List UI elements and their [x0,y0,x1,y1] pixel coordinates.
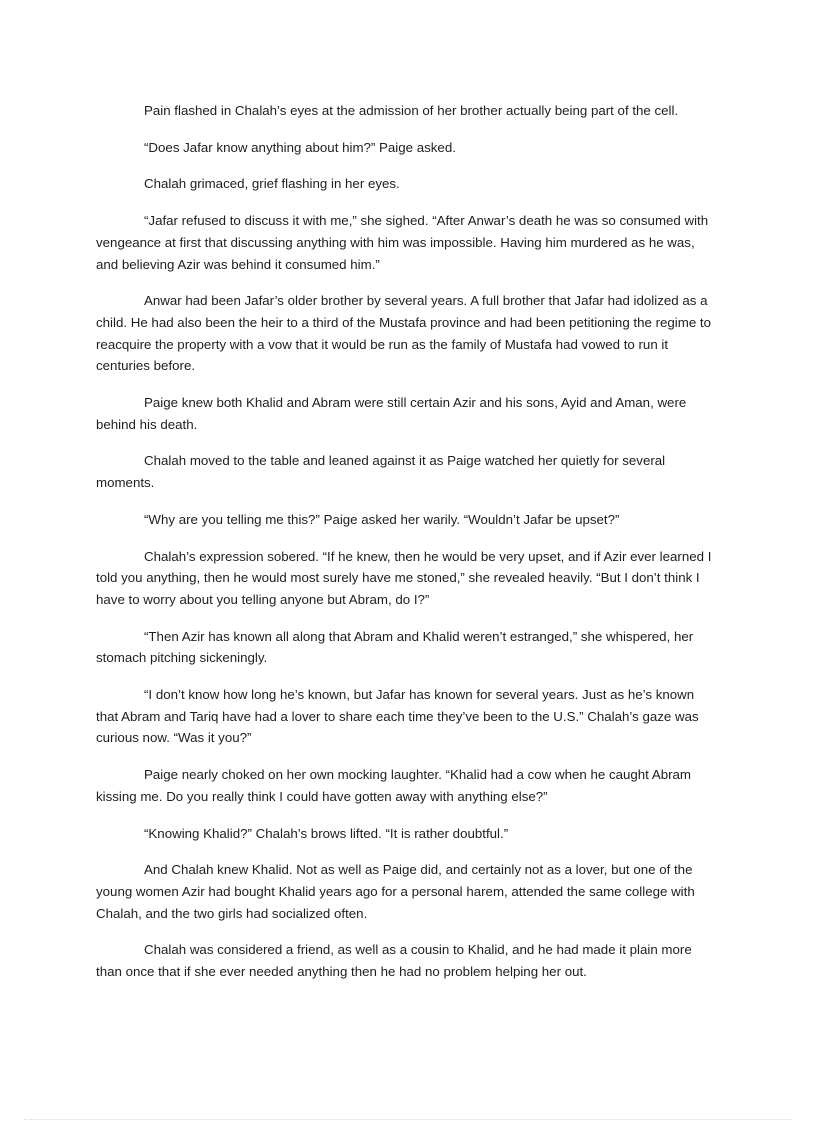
paragraph: “Why are you telling me this?” Paige asked her warily. “Wouldn’t Jafar be upset?” [144,511,620,527]
paragraph: “Then Azir has known all along that Abram and Khalid weren’t estranged,” she whispered, her stomach pitching sickeningly. [96,628,694,666]
paragraph: “Jafar refused to discuss it with me,” she sighed. “After Anwar’s death he was so consumed with vengeance at first that discussing anything with him was impossible. Having him murdered as he was, and believing Azir was behind it consumed him.” [96,213,709,272]
paragraph: “I don’t know how long he’s known, but Jafar has known for several years. Just as he’s known that Abram and Tariq have had a lover to share each time they’ve been to the U.S.” Chalah’s gaze was curious now. “Was it you?” [96,687,699,746]
paragraph: Chalah’s expression sobered. “If he knew, then he would be very upset, and if Azir ever learned I told you anything, then he would most surely have me stoned,” she revealed heavily. “But I don’t think I have to worry about you telling anyone but Abram, do I?” [96,548,712,607]
paragraph: Chalah was considered a friend, as well as a cousin to Khalid, and he had made it plain more than once that if she ever needed anything then he had no problem helping her out. [96,942,692,980]
paragraph: And Chalah knew Khalid. Not as well as Paige did, and certainly not as a lover, but one of the young women Azir had bought Khalid years ago for a personal harem, attended the same college with Chalah, and the two girls had socialized often. [96,862,695,921]
paragraph: Chalah grimaced, grief flashing in her eyes. [144,176,400,192]
paragraph: Chalah moved to the table and leaned against it as Paige watched her quietly for several moments. [96,453,666,491]
page-bottom-divider [24,1119,792,1120]
body-text [96,100,720,998]
paragraph: “Does Jafar know anything about him?” Paige asked. [144,139,456,155]
paragraph: Anwar had been Jafar’s older brother by several years. A full brother that Jafar had idolized as a child. He had also been the heir to a third of the Mustafa province and had been petitioning the regime to reacquire the property with a vow that it would be run as the family of Mustafa had vowed to run it centuries before. [96,293,712,374]
paragraph: “Knowing Khalid?” Chalah’s brows lifted. “It is rather doubtful.” [144,825,509,841]
paragraph: Paige knew both Khalid and Abram were still certain Azir and his sons, Ayid and Aman, were behind his death. [96,395,687,432]
paragraph: Paige nearly choked on her own mocking laughter. “Khalid had a cow when he caught Abram kissing me. Do you really think I could have gotten away with anything else?” [96,767,691,804]
paragraph: Pain flashed in Chalah’s eyes at the admission of her brother actually being part of the cell. [144,103,679,118]
